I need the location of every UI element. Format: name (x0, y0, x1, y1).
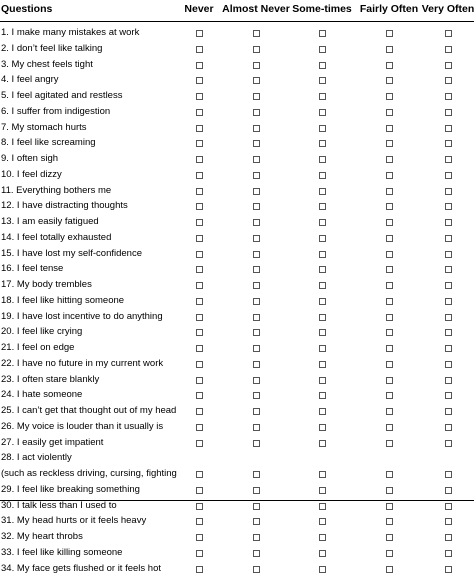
checkbox-very-often[interactable] (445, 156, 452, 163)
checkbox-almost-never[interactable] (253, 392, 260, 399)
table-bottom-rule (0, 500, 474, 501)
question-list (0, 26, 474, 577)
question-row (0, 262, 474, 278)
checkbox-fairly-often[interactable] (386, 440, 393, 447)
question-row (0, 294, 474, 310)
checkbox-sometimes[interactable] (319, 203, 326, 210)
question-row (0, 562, 474, 577)
checkbox-very-often[interactable] (445, 566, 452, 573)
checkbox-fairly-often[interactable] (386, 282, 393, 289)
checkbox-very-often[interactable] (445, 408, 452, 415)
checkbox-very-often[interactable] (445, 518, 452, 525)
checkbox-almost-never[interactable] (253, 566, 260, 573)
checkbox-never[interactable] (196, 314, 203, 321)
checkbox-sometimes[interactable] (319, 424, 326, 431)
question-text: 24. I hate someone (1, 389, 82, 400)
checkbox-fairly-often[interactable] (386, 77, 393, 84)
checkbox-almost-never[interactable] (253, 282, 260, 289)
question-text: 2. I don’t feel like talking (1, 43, 102, 54)
checkbox-very-often[interactable] (445, 235, 452, 242)
question-text: 16. I feel tense (1, 263, 63, 274)
checkbox-almost-never[interactable] (253, 487, 260, 494)
header-almost-never: Almost Never (222, 3, 290, 15)
question-row (0, 388, 474, 404)
checkbox-never[interactable] (196, 235, 203, 242)
checkbox-very-often[interactable] (445, 203, 452, 210)
checkbox-never[interactable] (196, 62, 203, 69)
question-row (0, 247, 474, 263)
question-text: 5. I feel agitated and restless (1, 90, 122, 101)
checkbox-never[interactable] (196, 140, 203, 147)
question-text: 6. I suffer from indigestion (1, 106, 110, 117)
checkbox-almost-never[interactable] (253, 345, 260, 352)
checkbox-fairly-often[interactable] (386, 314, 393, 321)
checkbox-fairly-often[interactable] (386, 471, 393, 478)
question-text: 32. My heart throbs (1, 531, 83, 542)
checkbox-very-often[interactable] (445, 377, 452, 384)
checkbox-never[interactable] (196, 156, 203, 163)
checkbox-never[interactable] (196, 471, 203, 478)
question-row (0, 42, 474, 58)
question-text: 9. I often sigh (1, 153, 58, 164)
checkbox-fairly-often[interactable] (386, 93, 393, 100)
question-row (0, 215, 474, 231)
checkbox-sometimes[interactable] (319, 408, 326, 415)
checkbox-almost-never[interactable] (253, 251, 260, 258)
checkbox-fairly-often[interactable] (386, 30, 393, 37)
checkbox-fairly-often[interactable] (386, 566, 393, 573)
checkbox-never[interactable] (196, 172, 203, 179)
checkbox-fairly-often[interactable] (386, 125, 393, 132)
checkbox-very-often[interactable] (445, 440, 452, 447)
checkbox-never[interactable] (196, 251, 203, 258)
checkbox-never[interactable] (196, 361, 203, 368)
question-row (0, 73, 474, 89)
question-row (0, 310, 474, 326)
header-questions: Questions (1, 3, 52, 15)
checkbox-very-often[interactable] (445, 219, 452, 226)
checkbox-sometimes[interactable] (319, 377, 326, 384)
checkbox-fairly-often[interactable] (386, 62, 393, 69)
question-text: 27. I easily get impatient (1, 437, 103, 448)
checkbox-fairly-often[interactable] (386, 235, 393, 242)
checkbox-never[interactable] (196, 109, 203, 116)
checkbox-very-often[interactable] (445, 266, 452, 273)
question-row (0, 530, 474, 546)
checkbox-never[interactable] (196, 282, 203, 289)
checkbox-sometimes[interactable] (319, 345, 326, 352)
checkbox-fairly-often[interactable] (386, 392, 393, 399)
checkbox-fairly-often[interactable] (386, 518, 393, 525)
question-row (0, 341, 474, 357)
checkbox-almost-never[interactable] (253, 140, 260, 147)
question-text: 3. My chest feels tight (1, 59, 93, 70)
checkbox-fairly-often[interactable] (386, 534, 393, 541)
checkbox-almost-never[interactable] (253, 298, 260, 305)
question-text: 12. I have distracting thoughts (1, 200, 128, 211)
checkbox-sometimes[interactable] (319, 361, 326, 368)
checkbox-sometimes[interactable] (319, 392, 326, 399)
question-text: 31. My head hurts or it feels heavy (1, 515, 146, 526)
checkbox-sometimes[interactable] (319, 140, 326, 147)
question-row (0, 152, 474, 168)
checkbox-almost-never[interactable] (253, 93, 260, 100)
question-row (0, 325, 474, 341)
checkbox-sometimes[interactable] (319, 440, 326, 447)
checkbox-very-often[interactable] (445, 109, 452, 116)
checkbox-very-often[interactable] (445, 471, 452, 478)
question-row (0, 451, 474, 467)
checkbox-sometimes[interactable] (319, 550, 326, 557)
checkbox-sometimes[interactable] (319, 314, 326, 321)
checkbox-almost-never[interactable] (253, 62, 260, 69)
checkbox-sometimes[interactable] (319, 534, 326, 541)
checkbox-almost-never[interactable] (253, 329, 260, 336)
checkbox-sometimes[interactable] (319, 282, 326, 289)
checkbox-fairly-often[interactable] (386, 251, 393, 258)
checkbox-never[interactable] (196, 345, 203, 352)
checkbox-almost-never[interactable] (253, 125, 260, 132)
checkbox-very-often[interactable] (445, 125, 452, 132)
checkbox-almost-never[interactable] (253, 109, 260, 116)
checkbox-almost-never[interactable] (253, 471, 260, 478)
question-row (0, 121, 474, 137)
checkbox-almost-never[interactable] (253, 408, 260, 415)
checkbox-very-often[interactable] (445, 77, 452, 84)
checkbox-sometimes[interactable] (319, 125, 326, 132)
checkbox-never[interactable] (196, 298, 203, 305)
checkbox-fairly-often[interactable] (386, 298, 393, 305)
question-text: 21. I feel on edge (1, 342, 74, 353)
checkbox-fairly-often[interactable] (386, 266, 393, 273)
checkbox-fairly-often[interactable] (386, 408, 393, 415)
checkbox-very-often[interactable] (445, 424, 452, 431)
question-text: 17. My body trembles (1, 279, 92, 290)
question-text: 13. I am easily fatigued (1, 216, 99, 227)
checkbox-very-often[interactable] (445, 298, 452, 305)
checkbox-almost-never[interactable] (253, 172, 260, 179)
checkbox-sometimes[interactable] (319, 172, 326, 179)
question-text: 14. I feel totally exhausted (1, 232, 111, 243)
header-never: Never (184, 3, 213, 15)
checkbox-sometimes[interactable] (319, 235, 326, 242)
checkbox-fairly-often[interactable] (386, 487, 393, 494)
checkbox-almost-never[interactable] (253, 219, 260, 226)
checkbox-sometimes[interactable] (319, 156, 326, 163)
checkbox-very-often[interactable] (445, 62, 452, 69)
checkbox-very-often[interactable] (445, 314, 452, 321)
question-text: 34. My face gets flushed or it feels hot (1, 563, 161, 574)
checkbox-almost-never[interactable] (253, 77, 260, 84)
question-row (0, 483, 474, 499)
checkbox-very-often[interactable] (445, 46, 452, 53)
question-row (0, 26, 474, 42)
question-text: 26. My voice is louder than it usually is (1, 421, 163, 432)
checkbox-very-often[interactable] (445, 361, 452, 368)
checkbox-fairly-often[interactable] (386, 424, 393, 431)
question-text: 29. I feel like breaking something (1, 484, 140, 495)
checkbox-sometimes[interactable] (319, 109, 326, 116)
question-row (0, 105, 474, 121)
question-text: 19. I have lost incentive to do anything (1, 311, 163, 322)
question-text: 1. I make many mistakes at work (1, 27, 139, 38)
checkbox-very-often[interactable] (445, 550, 452, 557)
checkbox-sometimes[interactable] (319, 188, 326, 195)
question-text: 23. I often stare blankly (1, 374, 99, 385)
question-text: 33. I feel like killing someone (1, 547, 122, 558)
question-row (0, 58, 474, 74)
checkbox-never[interactable] (196, 188, 203, 195)
checkbox-fairly-often[interactable] (386, 140, 393, 147)
checkbox-never[interactable] (196, 93, 203, 100)
checkbox-never[interactable] (196, 424, 203, 431)
question-row (0, 546, 474, 562)
question-row (0, 467, 474, 483)
checkbox-fairly-often[interactable] (386, 46, 393, 53)
checkbox-very-often[interactable] (445, 140, 452, 147)
checkbox-almost-never[interactable] (253, 518, 260, 525)
checkbox-fairly-often[interactable] (386, 109, 393, 116)
checkbox-sometimes[interactable] (319, 329, 326, 336)
checkbox-never[interactable] (196, 125, 203, 132)
table-header (0, 0, 474, 22)
question-row (0, 278, 474, 294)
question-row (0, 199, 474, 215)
question-text: 22. I have no future in my current work (1, 358, 163, 369)
checkbox-sometimes[interactable] (319, 487, 326, 494)
checkbox-sometimes[interactable] (319, 219, 326, 226)
question-row (0, 184, 474, 200)
checkbox-fairly-often[interactable] (386, 377, 393, 384)
checkbox-very-often[interactable] (445, 93, 452, 100)
checkbox-never[interactable] (196, 392, 203, 399)
question-text: 25. I can’t get that thought out of my head (1, 405, 176, 416)
checkbox-fairly-often[interactable] (386, 329, 393, 336)
checkbox-sometimes[interactable] (319, 93, 326, 100)
checkbox-very-often[interactable] (445, 345, 452, 352)
checkbox-almost-never[interactable] (253, 156, 260, 163)
checkbox-almost-never[interactable] (253, 534, 260, 541)
question-text: 10. I feel dizzy (1, 169, 62, 180)
checkbox-almost-never[interactable] (253, 550, 260, 557)
checkbox-never[interactable] (196, 77, 203, 84)
question-row (0, 404, 474, 420)
question-text: 30. I talk less than I used to (1, 500, 117, 511)
checkbox-almost-never[interactable] (253, 314, 260, 321)
question-row (0, 357, 474, 373)
question-text: 18. I feel like hitting someone (1, 295, 124, 306)
checkbox-fairly-often[interactable] (386, 219, 393, 226)
checkbox-almost-never[interactable] (253, 266, 260, 273)
checkbox-never[interactable] (196, 329, 203, 336)
question-text: 11. Everything bothers me (1, 185, 111, 196)
question-text: 4. I feel angry (1, 74, 59, 85)
question-text: 15. I have lost my self-confidence (1, 248, 142, 259)
header-fairly-often: Fairly Often (360, 3, 418, 15)
question-text: 28. I act violently (1, 452, 72, 463)
question-row (0, 168, 474, 184)
checkbox-never[interactable] (196, 266, 203, 273)
checkbox-sometimes[interactable] (319, 266, 326, 273)
checkbox-fairly-often[interactable] (386, 550, 393, 557)
checkbox-almost-never[interactable] (253, 46, 260, 53)
checkbox-fairly-often[interactable] (386, 172, 393, 179)
question-text: 20. I feel like crying (1, 326, 82, 337)
checkbox-almost-never[interactable] (253, 30, 260, 37)
checkbox-sometimes[interactable] (319, 518, 326, 525)
checkbox-almost-never[interactable] (253, 424, 260, 431)
header-sometimes: Some-times (292, 3, 352, 15)
checkbox-very-often[interactable] (445, 534, 452, 541)
checkbox-never[interactable] (196, 440, 203, 447)
question-text: 8. I feel like screaming (1, 137, 96, 148)
checkbox-fairly-often[interactable] (386, 203, 393, 210)
checkbox-sometimes[interactable] (319, 566, 326, 573)
checkbox-never[interactable] (196, 408, 203, 415)
checkbox-sometimes[interactable] (319, 30, 326, 37)
checkbox-very-often[interactable] (445, 188, 452, 195)
header-very-often: Very Often (422, 3, 474, 15)
checkbox-sometimes[interactable] (319, 77, 326, 84)
question-text: (such as reckless driving, cursing, fighting (1, 468, 177, 479)
checkbox-fairly-often[interactable] (386, 188, 393, 195)
checkbox-sometimes[interactable] (319, 298, 326, 305)
checkbox-almost-never[interactable] (253, 235, 260, 242)
question-row (0, 89, 474, 105)
question-row (0, 136, 474, 152)
checkbox-almost-never[interactable] (253, 377, 260, 384)
checkbox-very-often[interactable] (445, 487, 452, 494)
checkbox-very-often[interactable] (445, 30, 452, 37)
checkbox-sometimes[interactable] (319, 471, 326, 478)
checkbox-never[interactable] (196, 487, 203, 494)
checkbox-never[interactable] (196, 566, 203, 573)
checkbox-sometimes[interactable] (319, 46, 326, 53)
checkbox-very-often[interactable] (445, 392, 452, 399)
checkbox-almost-never[interactable] (253, 440, 260, 447)
question-row (0, 231, 474, 247)
checkbox-fairly-often[interactable] (386, 156, 393, 163)
checkbox-never[interactable] (196, 550, 203, 557)
checkbox-fairly-often[interactable] (386, 361, 393, 368)
checkbox-never[interactable] (196, 203, 203, 210)
checkbox-almost-never[interactable] (253, 361, 260, 368)
checkbox-very-often[interactable] (445, 329, 452, 336)
checkbox-almost-never[interactable] (253, 203, 260, 210)
question-text: 7. My stomach hurts (1, 122, 87, 133)
checkbox-almost-never[interactable] (253, 188, 260, 195)
checkbox-very-often[interactable] (445, 282, 452, 289)
checkbox-never[interactable] (196, 46, 203, 53)
checkbox-sometimes[interactable] (319, 62, 326, 69)
question-row (0, 373, 474, 389)
checkbox-sometimes[interactable] (319, 251, 326, 258)
checkbox-never[interactable] (196, 534, 203, 541)
checkbox-never[interactable] (196, 377, 203, 384)
question-row (0, 436, 474, 452)
checkbox-very-often[interactable] (445, 251, 452, 258)
question-row (0, 420, 474, 436)
checkbox-never[interactable] (196, 30, 203, 37)
checkbox-never[interactable] (196, 219, 203, 226)
checkbox-never[interactable] (196, 518, 203, 525)
question-row (0, 514, 474, 530)
checkbox-fairly-often[interactable] (386, 345, 393, 352)
checkbox-very-often[interactable] (445, 172, 452, 179)
